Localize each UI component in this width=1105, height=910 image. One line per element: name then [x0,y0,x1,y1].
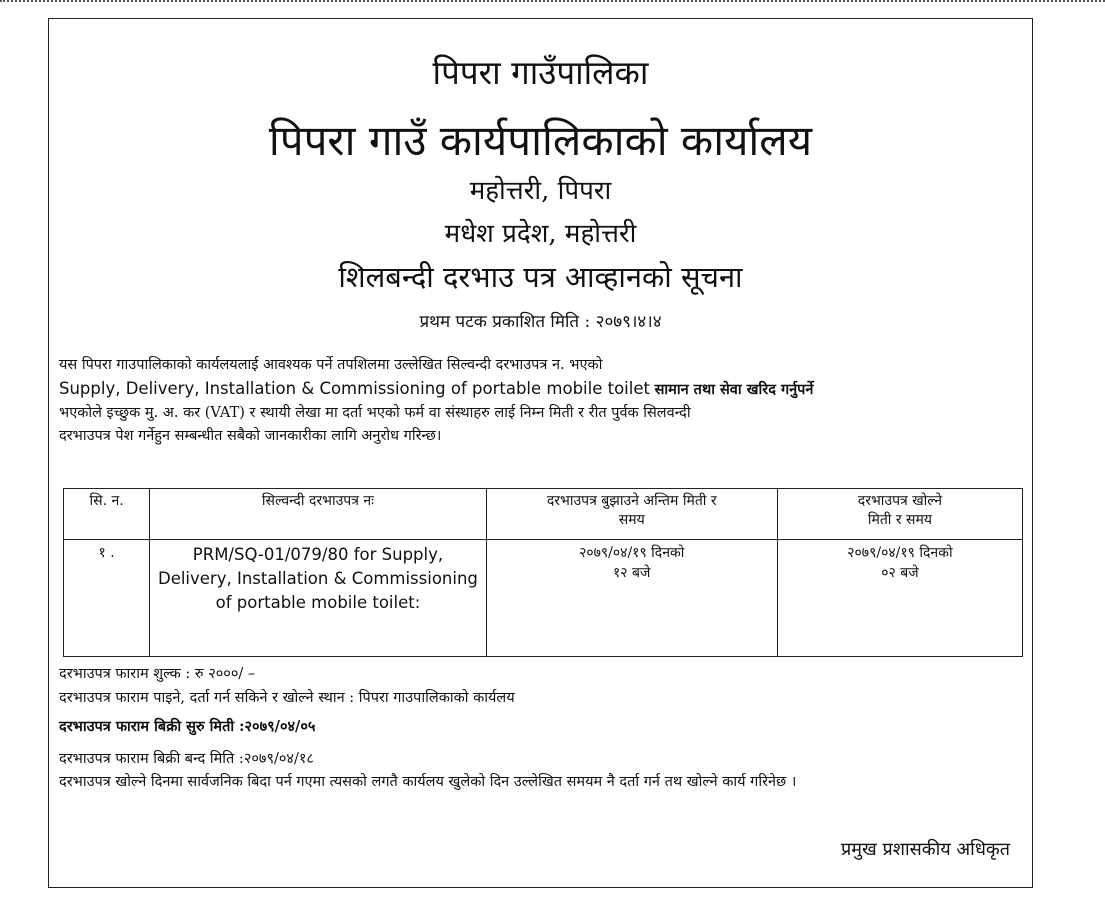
cell-opening-time: ०२ बजे [881,565,919,581]
submission-place: दरभाउपत्र फाराम पाइने, दर्ता गर्न सकिने र खोल्ने स्थान : पिपरा गाउपालिकाको कार्यलय [59,690,515,706]
intro-item-nepali: सामान तथा सेवा खरिद गर्नुपर्ने [654,381,814,398]
header-opening-line-1: दरभाउपत्र खोल्ने [857,493,943,509]
header-sn: सि. न. [64,489,150,540]
cell-deadline-date: २०७९/०४/१९ दिनको [579,545,685,561]
intro-item-english: Supply, Delivery, Installation & Commissioning of portable mobile toilet [59,379,650,398]
intro-paragraph [59,354,1019,448]
header-deadline-line-1: दरभाउपत्र बुझाउने अन्तिम मिती र [546,493,717,509]
table-row [64,540,1023,657]
intro-line-4: दरभाउपत्र पेश गर्नेहुन सम्बन्धीत सबैको जानकारीका लागि अनुरोध गरिन्छ। [59,428,442,444]
top-dotted-border [0,0,1105,7]
bid-table [63,488,1023,657]
header-deadline-line-2: समय [618,512,645,528]
cell-deadline-time: १२ बजे [613,565,651,581]
notice-document [48,18,1033,888]
intro-line-1: यस पिपरा गाउपालिकाको कार्यलयलाई आवश्यक पर्ने तपशिलमा उल्लेखित सिल्वन्दी दरभाउपत्र न. भएको [59,357,603,373]
province-line: मधेश प्रदेश, महोत्तरी [444,219,637,249]
cell-deadline [486,540,777,657]
sale-start-date: दरभाउपत्र फाराम बिक्री सुरु मिती :२०७९/०४/०५ [59,718,316,735]
header-bid-no: सिल्वन्दी दरभाउपत्र नः [150,489,486,540]
office-name: पिपरा गाउँ कार्यपालिकाको कार्यालय [268,116,813,165]
district-line: महोत्तरी, पिपरा [469,176,612,206]
publish-date: प्रथम पटक प्रकाशित मिति : २०७९।४।४ [419,312,662,332]
intro-line-2 [59,377,1019,402]
org-name: पिपरा गाउँपालिका [432,53,649,92]
header-opening-line-2: मिती र समय [867,512,933,528]
sale-end-date: दरभाउपत्र फाराम बिक्री बन्द मिति :२०७९/०४/१८ [59,751,314,767]
holiday-note: दरभाउपत्र खोल्ने दिनमा सार्वजनिक बिदा पर्न गएमा त्यसको लगतै कार्यलय खुलेको दिन उल्लेखित समयम नै दर्ता गर्न तथ खोल्ने कार्य गरिनेछ । [59,774,797,790]
cell-opening-date: २०७९/०४/१९ दिनको [847,545,953,561]
header-opening [777,489,1022,540]
signature-title: प्रमुख प्रशासकीय अधिकृत [841,839,1010,860]
form-fee: दरभाउपत्र फाराम शुल्क : रु २०००/ – [59,666,256,682]
notice-title: शिलबन्दी दरभाउ पत्र आव्हानको सूचना [338,260,743,294]
cell-sn: १ . [64,540,150,657]
intro-line-3: भएकोले इच्छुक मु. अ. कर (VAT) र स्थायी लेखा मा दर्ता भएको फर्म वा संस्थाहरु लाई निम्न मिती र रीत पुर्वक सिलवन्दी [59,405,691,421]
header-deadline [486,489,777,540]
cell-bid-no: PRM/SQ-01/079/80 for Supply, Delivery, Installation & Commissioning of portable mobile toilet: [150,540,486,657]
table-header-row [64,489,1023,540]
cell-opening [777,540,1022,657]
